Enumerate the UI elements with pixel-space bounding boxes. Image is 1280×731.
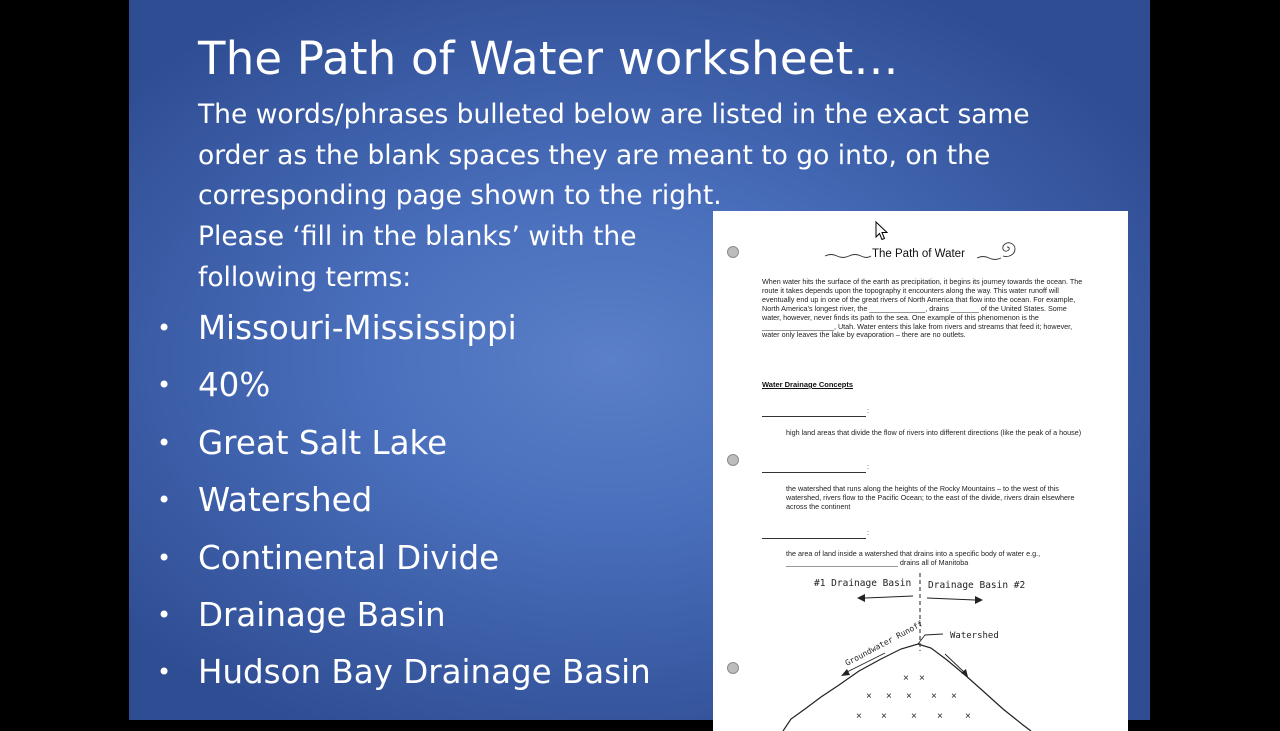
worksheet-section-heading: Water Drainage Concepts	[762, 380, 853, 389]
x-marker: ×	[911, 711, 917, 722]
worksheet-definition: the area of land inside a watershed that drains into a specific body of water e.g., ____________________________ drains all of Manitoba	[786, 549, 1041, 567]
bullet-icon: •	[157, 600, 172, 629]
x-marker: ×	[937, 711, 943, 722]
term-text: Drainage Basin	[198, 595, 446, 634]
arrow-left-icon	[865, 596, 913, 598]
bullet-icon: •	[157, 314, 172, 342]
bullet-icon: •	[157, 543, 172, 572]
slide-prompt-text: Please ‘fill in the blanks’ with the following terms:	[198, 221, 637, 293]
term-text: Missouri-Mississippi	[198, 309, 517, 347]
mountain-outline	[783, 644, 1031, 731]
x-marker: ×	[866, 691, 872, 702]
bullet-icon: •	[157, 486, 172, 515]
mouse-pointer-icon	[875, 221, 889, 241]
slide-intro-text: The words/phrases bulleted below are listed in the exact same order as the blank spaces they are meant to go into, on the corresponding page shown to the right.	[198, 99, 1030, 212]
worksheet-definition: the watershed that runs along the heights of the Rocky Mountains – to the west of this watershed, rivers flow to the Pacific Ocean; to the east of the divide, rivers drain elsewhere across the continent	[786, 484, 1075, 511]
bullet-icon: •	[157, 428, 172, 457]
diagram-label-runoff: Groundwater Runoff	[843, 619, 925, 668]
term-text: Great Salt Lake	[198, 423, 448, 462]
x-marker: ×	[856, 711, 862, 722]
x-marker: ×	[906, 691, 912, 702]
worksheet-definition: high land areas that divide the flow of rivers into different directions (like the peak of a house)	[786, 428, 1082, 437]
worksheet-colon: :	[867, 464, 869, 471]
term-text: Hudson Bay Drainage Basin	[198, 653, 651, 692]
ground-markers	[856, 673, 971, 722]
term-text: Watershed	[198, 481, 373, 520]
bullet-icon: •	[157, 371, 172, 400]
diagram-label-watershed: Watershed	[950, 631, 999, 641]
x-marker: ×	[951, 691, 957, 702]
x-marker: ×	[881, 711, 887, 722]
worksheet-colon: :	[867, 530, 869, 537]
x-marker: ×	[886, 691, 892, 702]
x-marker: ×	[903, 673, 909, 684]
slide-title: The Path of Water worksheet…	[198, 32, 899, 85]
arrow-right-icon	[927, 598, 975, 600]
x-marker: ×	[965, 711, 971, 722]
worksheet-colon: :	[867, 408, 869, 415]
worksheet-title: The Path of Water	[872, 248, 965, 260]
worksheet-blank-line	[762, 538, 866, 539]
worksheet-paragraph: When water hits the surface of the earth as precipitation, it begins its journey towards the ocean. The route it takes depends upon the topography it encounters along the way. This water runoff will eventually end up in one of the great rivers of North America that flow into the ocean. For example, North America’s longest river, the ______________, drains _______ of the United States. Some water, however, never finds its path to the sea. One example of this phenomenon is the __________________, Utah. Water enters this lake from rivers and streams that feed it; however, water only leaves the lake by evaporation – there are no outlets.	[762, 277, 1083, 340]
worksheet-image	[713, 211, 1128, 731]
worksheet-blank-line	[762, 472, 866, 473]
worksheet-blank-line	[762, 416, 866, 417]
diagram-label-right: Drainage Basin #2	[928, 580, 1026, 591]
bullet-icon: •	[157, 658, 172, 687]
wave-swirl-icon	[825, 255, 871, 258]
term-text: 40%	[198, 366, 271, 405]
x-marker: ×	[931, 691, 937, 702]
term-text: Continental Divide	[198, 538, 500, 577]
x-marker: ×	[919, 673, 925, 684]
diagram-label-left: #1 Drainage Basin	[814, 578, 912, 589]
spiral-icon	[1003, 243, 1015, 257]
wave-swirl-icon	[977, 257, 1001, 260]
